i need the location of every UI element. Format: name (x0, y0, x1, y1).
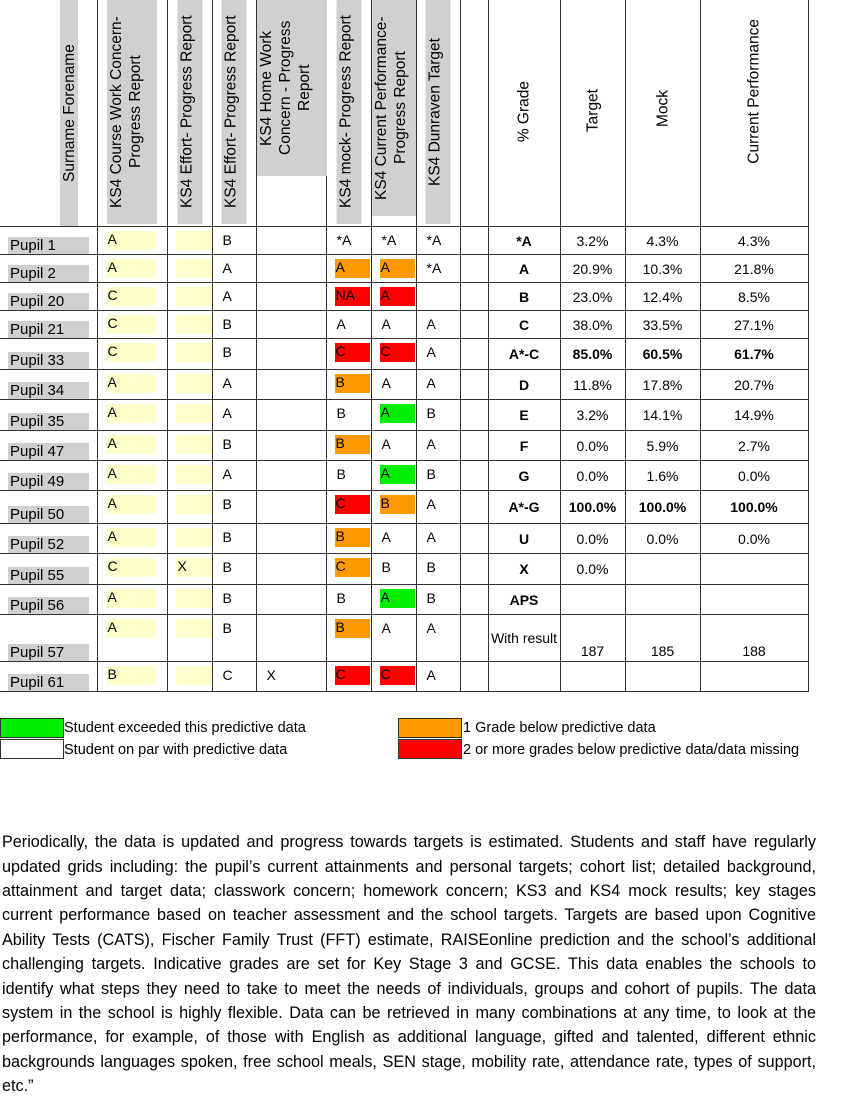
grade-label: E (488, 400, 560, 431)
target-cell: A (416, 524, 460, 554)
table-row (0, 339, 808, 370)
effort1-cell (167, 662, 212, 692)
coursework-cell: A (97, 431, 167, 461)
grade-label: X (488, 554, 560, 585)
summary-mock: 4.3% (625, 227, 700, 255)
pupil-name-cell (0, 370, 97, 400)
pupil-name-cell (0, 339, 97, 370)
grade-label: B (488, 283, 560, 311)
header-current: KS4 Current Performance- Progress Report (371, 0, 416, 227)
target-cell: B (416, 461, 460, 491)
coursework-cell: A (97, 585, 167, 615)
target-cell: A (416, 311, 460, 339)
table-row (0, 227, 808, 255)
effort2-cell: A (212, 400, 256, 431)
summary-target: 100.0% (560, 491, 625, 524)
legend-orange: 1 Grade below predictive data (463, 720, 656, 736)
summary-current: 0.0% (700, 524, 808, 554)
pupil-name-cell (0, 227, 97, 255)
mock-cell: B (326, 524, 371, 554)
grade-label: APS (488, 585, 560, 615)
summary-target: 20.9% (560, 255, 625, 283)
mock-cell: B (326, 615, 371, 662)
coursework-cell: A (97, 491, 167, 524)
target-cell: B (416, 554, 460, 585)
summary-current: 20.7% (700, 370, 808, 400)
pupil-name: Pupil 35 (8, 413, 89, 430)
mock-cell: B (326, 585, 371, 615)
gap-cell (460, 400, 488, 431)
mock-cell: NA (326, 283, 371, 311)
summary-mock: 17.8% (625, 370, 700, 400)
target-cell: A (416, 491, 460, 524)
effort2-cell: B (212, 339, 256, 370)
gap-cell (460, 524, 488, 554)
target-cell: A (416, 431, 460, 461)
current-cell: B (371, 491, 416, 524)
pupil-name: Pupil 57 (8, 644, 89, 661)
effort2-cell: B (212, 585, 256, 615)
summary-mock (625, 662, 700, 692)
summary-current: 0.0% (700, 461, 808, 491)
summary-mock: 185 (625, 615, 700, 662)
header-row (0, 0, 808, 227)
effort1-cell (167, 370, 212, 400)
target-cell: B (416, 585, 460, 615)
legend-swatch-green (0, 718, 64, 738)
header-effort-1: KS4 Effort- Progress Report (167, 0, 212, 227)
pupil-name: Pupil 47 (8, 443, 89, 460)
target-cell: A (416, 339, 460, 370)
header-effort-2: KS4 Effort- Progress Report (212, 0, 256, 227)
effort2-cell: A (212, 255, 256, 283)
summary-mock: 100.0% (625, 491, 700, 524)
table-row (0, 491, 808, 524)
summary-mock: 10.3% (625, 255, 700, 283)
effort2-cell: C (212, 662, 256, 692)
target-cell: A (416, 615, 460, 662)
summary-current: 8.5% (700, 283, 808, 311)
gap-cell (460, 370, 488, 400)
target-cell: A (416, 370, 460, 400)
effort1-cell (167, 524, 212, 554)
current-cell: A (371, 461, 416, 491)
summary-target: 0.0% (560, 431, 625, 461)
pupil-name-cell (0, 400, 97, 431)
summary-mock: 12.4% (625, 283, 700, 311)
summary-target: 0.0% (560, 554, 625, 585)
coursework-cell: C (97, 311, 167, 339)
grade-label: *A (488, 227, 560, 255)
gap-cell (460, 283, 488, 311)
legend-swatch-white (0, 739, 64, 759)
homework-cell (256, 311, 326, 339)
summary-mock: 1.6% (625, 461, 700, 491)
table-row (0, 554, 808, 585)
grade-label: A (488, 255, 560, 283)
pupil-name-cell (0, 431, 97, 461)
table-row (0, 585, 808, 615)
summary-target: 187 (560, 615, 625, 662)
grade-label: D (488, 370, 560, 400)
pupil-name: Pupil 50 (8, 506, 89, 523)
pupil-name: Pupil 1 (8, 237, 89, 254)
coursework-cell: A (97, 227, 167, 255)
pupil-name-cell (0, 524, 97, 554)
current-cell: A (371, 311, 416, 339)
summary-mock: 5.9% (625, 431, 700, 461)
effort2-cell: B (212, 227, 256, 255)
gap-cell (460, 227, 488, 255)
header-grade: % Grade (488, 0, 560, 227)
effort1-cell (167, 339, 212, 370)
summary-target (560, 662, 625, 692)
summary-target: 85.0% (560, 339, 625, 370)
gap-cell (460, 431, 488, 461)
target-cell: A (416, 662, 460, 692)
current-cell: B (371, 554, 416, 585)
summary-mock: 0.0% (625, 524, 700, 554)
pupil-name: Pupil 21 (8, 321, 89, 338)
summary-target: 0.0% (560, 461, 625, 491)
gap-cell (460, 615, 488, 662)
effort1-cell (167, 431, 212, 461)
summary-target: 3.2% (560, 400, 625, 431)
homework-cell: X (256, 662, 326, 692)
current-cell: A (371, 400, 416, 431)
pupil-name-cell (0, 311, 97, 339)
homework-cell (256, 339, 326, 370)
header-summary-target: Target (560, 0, 625, 227)
coursework-cell: A (97, 524, 167, 554)
header-gap (460, 0, 488, 227)
gap-cell (460, 554, 488, 585)
header-mock: KS4 mock- Progress Report (326, 0, 371, 227)
homework-cell (256, 491, 326, 524)
grade-label: G (488, 461, 560, 491)
table-row (0, 615, 808, 662)
effort1-cell (167, 585, 212, 615)
pupil-name: Pupil 61 (8, 674, 89, 691)
target-cell (416, 283, 460, 311)
gap-cell (460, 491, 488, 524)
summary-mock (625, 585, 700, 615)
mock-cell: A (326, 255, 371, 283)
header-coursework: KS4 Course Work Concern- Progress Report (97, 0, 167, 227)
summary-target: 3.2% (560, 227, 625, 255)
body-paragraph: Periodically, the data is updated and progress towards targets is estimated. Students and staff have regularly updated grids including: the pupil’s current attainments and personal targets; cohort list; detailed background, attainment and target data; classwork concern; homework concern; KS3 and KS4 mock results; key stages current performance based on teacher assessment and the school targets. Targets are based upon Cognitive Ability Tests (CATS), Fischer Family Trust (FFT) estimate, RAISEonline prediction and the school’s additional challenging targets. Indicative grades are set for Key Stage 3 and GCSE. This data enables the schools to identify what steps they need to take to meet the needs of individuals, groups and cohort of pupils. The data system in the school is highly flexible. Data can be retrieved in many combinations at any time, to look at the performance, for example, of those with English as additional language, gifted and talented, different ethnic backgrounds languages spoken, free school meals, SEN stage, mobility rate, attendance rate, types of support, etc.” (2, 833, 816, 1096)
grade-label (488, 662, 560, 692)
summary-current: 61.7% (700, 339, 808, 370)
coursework-cell: B (97, 662, 167, 692)
mock-cell: C (326, 554, 371, 585)
homework-cell (256, 283, 326, 311)
effort1-cell (167, 400, 212, 431)
summary-current: 4.3% (700, 227, 808, 255)
homework-cell (256, 255, 326, 283)
current-cell: A (371, 615, 416, 662)
coursework-cell: A (97, 370, 167, 400)
effort1-cell: X (167, 554, 212, 585)
pupil-name-cell (0, 554, 97, 585)
effort1-cell (167, 461, 212, 491)
mock-cell: B (326, 431, 371, 461)
pupil-name-cell (0, 585, 97, 615)
pupil-name-cell (0, 283, 97, 311)
summary-target: 11.8% (560, 370, 625, 400)
grade-label: With result (488, 615, 560, 662)
pupil-name: Pupil 33 (8, 352, 89, 369)
table-row (0, 662, 808, 692)
homework-cell (256, 400, 326, 431)
pupil-name: Pupil 55 (8, 567, 89, 584)
current-cell: A (371, 255, 416, 283)
pupil-name: Pupil 34 (8, 382, 89, 399)
current-cell: A (371, 370, 416, 400)
current-cell: A (371, 283, 416, 311)
effort1-cell (167, 227, 212, 255)
homework-cell (256, 461, 326, 491)
coursework-cell: C (97, 339, 167, 370)
current-cell: C (371, 339, 416, 370)
legend-swatch-orange (398, 718, 462, 738)
summary-target: 38.0% (560, 311, 625, 339)
grade-label: F (488, 431, 560, 461)
summary-target: 0.0% (560, 524, 625, 554)
mock-cell: C (326, 491, 371, 524)
table-row (0, 283, 808, 311)
grade-label: C (488, 311, 560, 339)
summary-current: 27.1% (700, 311, 808, 339)
summary-current: 21.8% (700, 255, 808, 283)
effort1-cell (167, 491, 212, 524)
mock-cell: C (326, 339, 371, 370)
grade-label: A*-G (488, 491, 560, 524)
pupil-name-cell (0, 461, 97, 491)
header-name: Surname Forename (0, 0, 97, 227)
pupil-name: Pupil 52 (8, 536, 89, 553)
effort2-cell: B (212, 431, 256, 461)
effort1-cell (167, 255, 212, 283)
summary-target: 23.0% (560, 283, 625, 311)
gap-cell (460, 461, 488, 491)
coursework-cell: A (97, 400, 167, 431)
summary-mock: 60.5% (625, 339, 700, 370)
coursework-cell: C (97, 554, 167, 585)
current-cell: C (371, 662, 416, 692)
coursework-cell: A (97, 461, 167, 491)
pupil-name-cell (0, 615, 97, 662)
pupil-name-cell (0, 491, 97, 524)
summary-current: 100.0% (700, 491, 808, 524)
summary-current (700, 554, 808, 585)
coursework-cell: A (97, 615, 167, 662)
table-row (0, 431, 808, 461)
mock-cell: B (326, 370, 371, 400)
gap-cell (460, 662, 488, 692)
effort1-cell (167, 615, 212, 662)
table-row (0, 370, 808, 400)
gap-cell (460, 339, 488, 370)
current-cell: A (371, 585, 416, 615)
effort2-cell: A (212, 283, 256, 311)
summary-current: 14.9% (700, 400, 808, 431)
header-homework: KS4 Home Work Concern - Progress Report (256, 0, 326, 227)
target-cell: *A (416, 255, 460, 283)
effort2-cell: A (212, 461, 256, 491)
mock-cell: *A (326, 227, 371, 255)
current-cell: *A (371, 227, 416, 255)
header-summary-current: Current Performance (700, 0, 808, 227)
current-cell: A (371, 431, 416, 461)
pupil-name: Pupil 56 (8, 597, 89, 614)
header-target: KS4 Dunraven Target (416, 0, 460, 227)
homework-cell (256, 370, 326, 400)
effort2-cell: B (212, 524, 256, 554)
legend-swatch-red (398, 739, 462, 759)
effort2-cell: A (212, 370, 256, 400)
table-row (0, 524, 808, 554)
current-cell: A (371, 524, 416, 554)
gap-cell (460, 255, 488, 283)
table-row (0, 461, 808, 491)
target-cell: B (416, 400, 460, 431)
summary-mock: 14.1% (625, 400, 700, 431)
summary-target (560, 585, 625, 615)
legend-white: Student on par with predictive data (64, 742, 288, 758)
summary-current (700, 662, 808, 692)
effort1-cell (167, 283, 212, 311)
header-summary-mock: Mock (625, 0, 700, 227)
legend-red: 2 or more grades below predictive data/data missing (463, 742, 800, 758)
target-cell: *A (416, 227, 460, 255)
legend-green: Student exceeded this predictive data (64, 720, 306, 736)
summary-mock: 33.5% (625, 311, 700, 339)
coursework-cell: C (97, 283, 167, 311)
homework-cell (256, 615, 326, 662)
homework-cell (256, 524, 326, 554)
pupil-name-cell (0, 662, 97, 692)
effort2-cell: B (212, 554, 256, 585)
pupil-name-cell (0, 255, 97, 283)
table-row (0, 311, 808, 339)
homework-cell (256, 227, 326, 255)
effort2-cell: B (212, 491, 256, 524)
pupil-name: Pupil 20 (8, 293, 89, 310)
grade-label: U (488, 524, 560, 554)
grade-label: A*-C (488, 339, 560, 370)
effort2-cell: B (212, 615, 256, 662)
coursework-cell: A (97, 255, 167, 283)
effort1-cell (167, 311, 212, 339)
mock-cell: B (326, 400, 371, 431)
summary-current: 188 (700, 615, 808, 662)
table-row (0, 400, 808, 431)
summary-current (700, 585, 808, 615)
homework-cell (256, 554, 326, 585)
mock-cell: B (326, 461, 371, 491)
pupil-name: Pupil 49 (8, 473, 89, 490)
homework-cell (256, 585, 326, 615)
effort2-cell: B (212, 311, 256, 339)
table-row (0, 255, 808, 283)
gap-cell (460, 585, 488, 615)
gap-cell (460, 311, 488, 339)
homework-cell (256, 431, 326, 461)
summary-mock (625, 554, 700, 585)
mock-cell: C (326, 662, 371, 692)
pupil-name: Pupil 2 (8, 265, 89, 282)
mock-cell: A (326, 311, 371, 339)
summary-current: 2.7% (700, 431, 808, 461)
